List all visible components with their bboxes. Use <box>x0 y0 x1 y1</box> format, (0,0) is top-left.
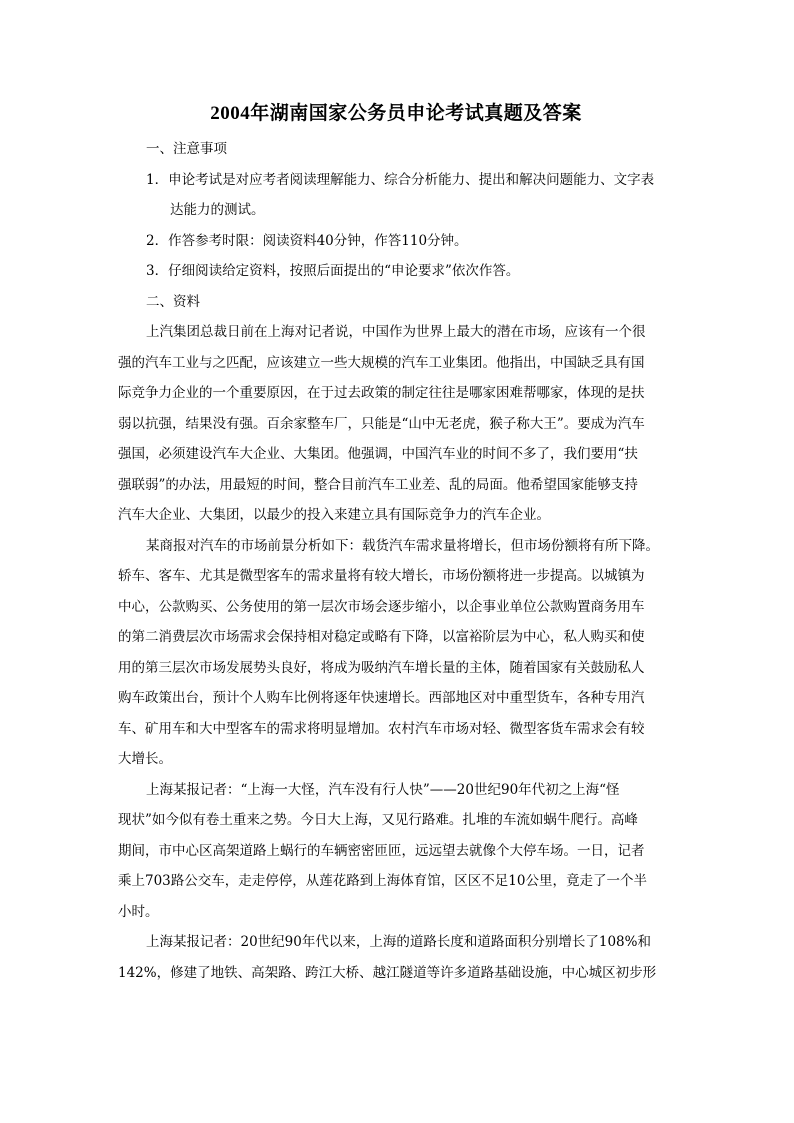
section-heading-materials: 二、资料 <box>146 293 200 310</box>
note-item-3: 3．仔细阅读给定资料，按照后面提出的“申论要求”依次作答。 <box>146 263 520 279</box>
note-item-2: 2．作答参考时限：阅读资料40分钟，作答110分钟。 <box>146 232 468 249</box>
note-item-1-line-1: 1．申论考试是对应考者阅读理解能力、综合分析能力、提出和解决问题能力、文字表 <box>146 171 655 188</box>
paragraph-line: 弱以抗强，结果没有强。百余家整车厂，只能是“山中无老虎，猴子称大王”。要成为汽车 <box>118 415 645 432</box>
paragraph-line: 上海某报记者：20世纪90年代以来，上海的道路长度和道路面积分别增长了108%和 <box>146 934 651 950</box>
paragraph-line: 际竞争力企业的一个重要原因，在于过去政策的制定往往是哪家困难帮哪家，体现的是扶 <box>118 385 645 401</box>
note-item-1-line-2: 达能力的测试。 <box>170 202 265 218</box>
paragraph-line: 上海某报记者：“上海一大怪，汽车没有行人快”——20世纪90年代初之上海“怪 <box>146 781 620 798</box>
paragraph-line: 轿车、客车、尤其是微型客车的需求量将有较大增长，市场份额将进一步提高。以城镇为 <box>118 568 645 584</box>
paragraph-line: 强的汽车工业与之匹配，应该建立一些大规模的汽车工业集团。他指出，中国缺乏具有国 <box>118 354 645 371</box>
paragraph-line: 大增长。 <box>118 751 172 767</box>
paragraph-line: 用的第三层次市场发展势头良好，将成为吸纳汽车增长量的主体，随着国家有关鼓励私人 <box>118 659 645 676</box>
paragraph-line: 小时。 <box>118 903 159 920</box>
paragraph-line: 上汽集团总裁日前在上海对记者说，中国作为世界上最大的潜在市场，应该有一个很 <box>146 324 646 340</box>
paragraph-2 <box>118 531 674 775</box>
paragraph-line: 强联弱”的办法，用最短的时间，整合目前汽车工业差、乱的局面。他希望国家能够支持 <box>118 476 638 493</box>
paragraph-line: 142%，修建了地铁、高架路、跨江大桥、越江隧道等许多道路基础设施，中心城区初步形 <box>118 964 657 981</box>
paragraph-line: 汽车大企业、大集团，以最少的投入来建立具有国际竞争力的汽车企业。 <box>118 507 550 523</box>
document-title: 2004年湖南国家公务员申论考试真题及答案 <box>210 103 582 124</box>
paragraph-line: 购车政策出台，预计个人购车比例将逐年快速增长。西部地区对中重型货车，各种专用汽 <box>118 690 645 706</box>
section-heading-notes: 一、注意事项 <box>146 141 227 157</box>
paragraph-1 <box>118 317 674 531</box>
paragraph-line: 某商报对汽车的市场前景分析如下：载货汽车需求量将增长，但市场份额将有所下降。 <box>146 537 659 554</box>
paragraph-line: 现状”如今似有卷土重来之势。今日大上海，又见行路难。扎堆的车流如蜗牛爬行。高峰 <box>118 812 638 828</box>
paragraph-line: 车、矿用车和大中型客车的需求将明显增加。农村汽车市场对轻、微型客货车需求会有较 <box>118 720 645 737</box>
paragraph-line: 中心，公款购买、公务使用的第一层次市场会逐步缩小，以企事业单位公款购置商务用车 <box>118 598 645 615</box>
paragraph-line: 乘上703路公交车，走走停停，从莲花路到上海体育馆，区区不足10公里，竟走了一个半 <box>118 873 647 889</box>
paragraph-line: 的第二消费层次市场需求会保持相对稳定或略有下降，以富裕阶层为中心，私人购买和使 <box>118 629 645 645</box>
paragraph-3 <box>118 775 674 928</box>
document-page <box>118 100 674 988</box>
paragraph-4 <box>118 927 674 988</box>
paragraph-line: 强国，必须建设汽车大企业、大集团。他强调，中国汽车业的时间不多了，我们要用“扶 <box>118 446 638 462</box>
paragraph-line: 期间，市中心区高架道路上蜗行的车辆密密匝匝，远远望去就像个大停车场。一日，记者 <box>118 842 645 859</box>
